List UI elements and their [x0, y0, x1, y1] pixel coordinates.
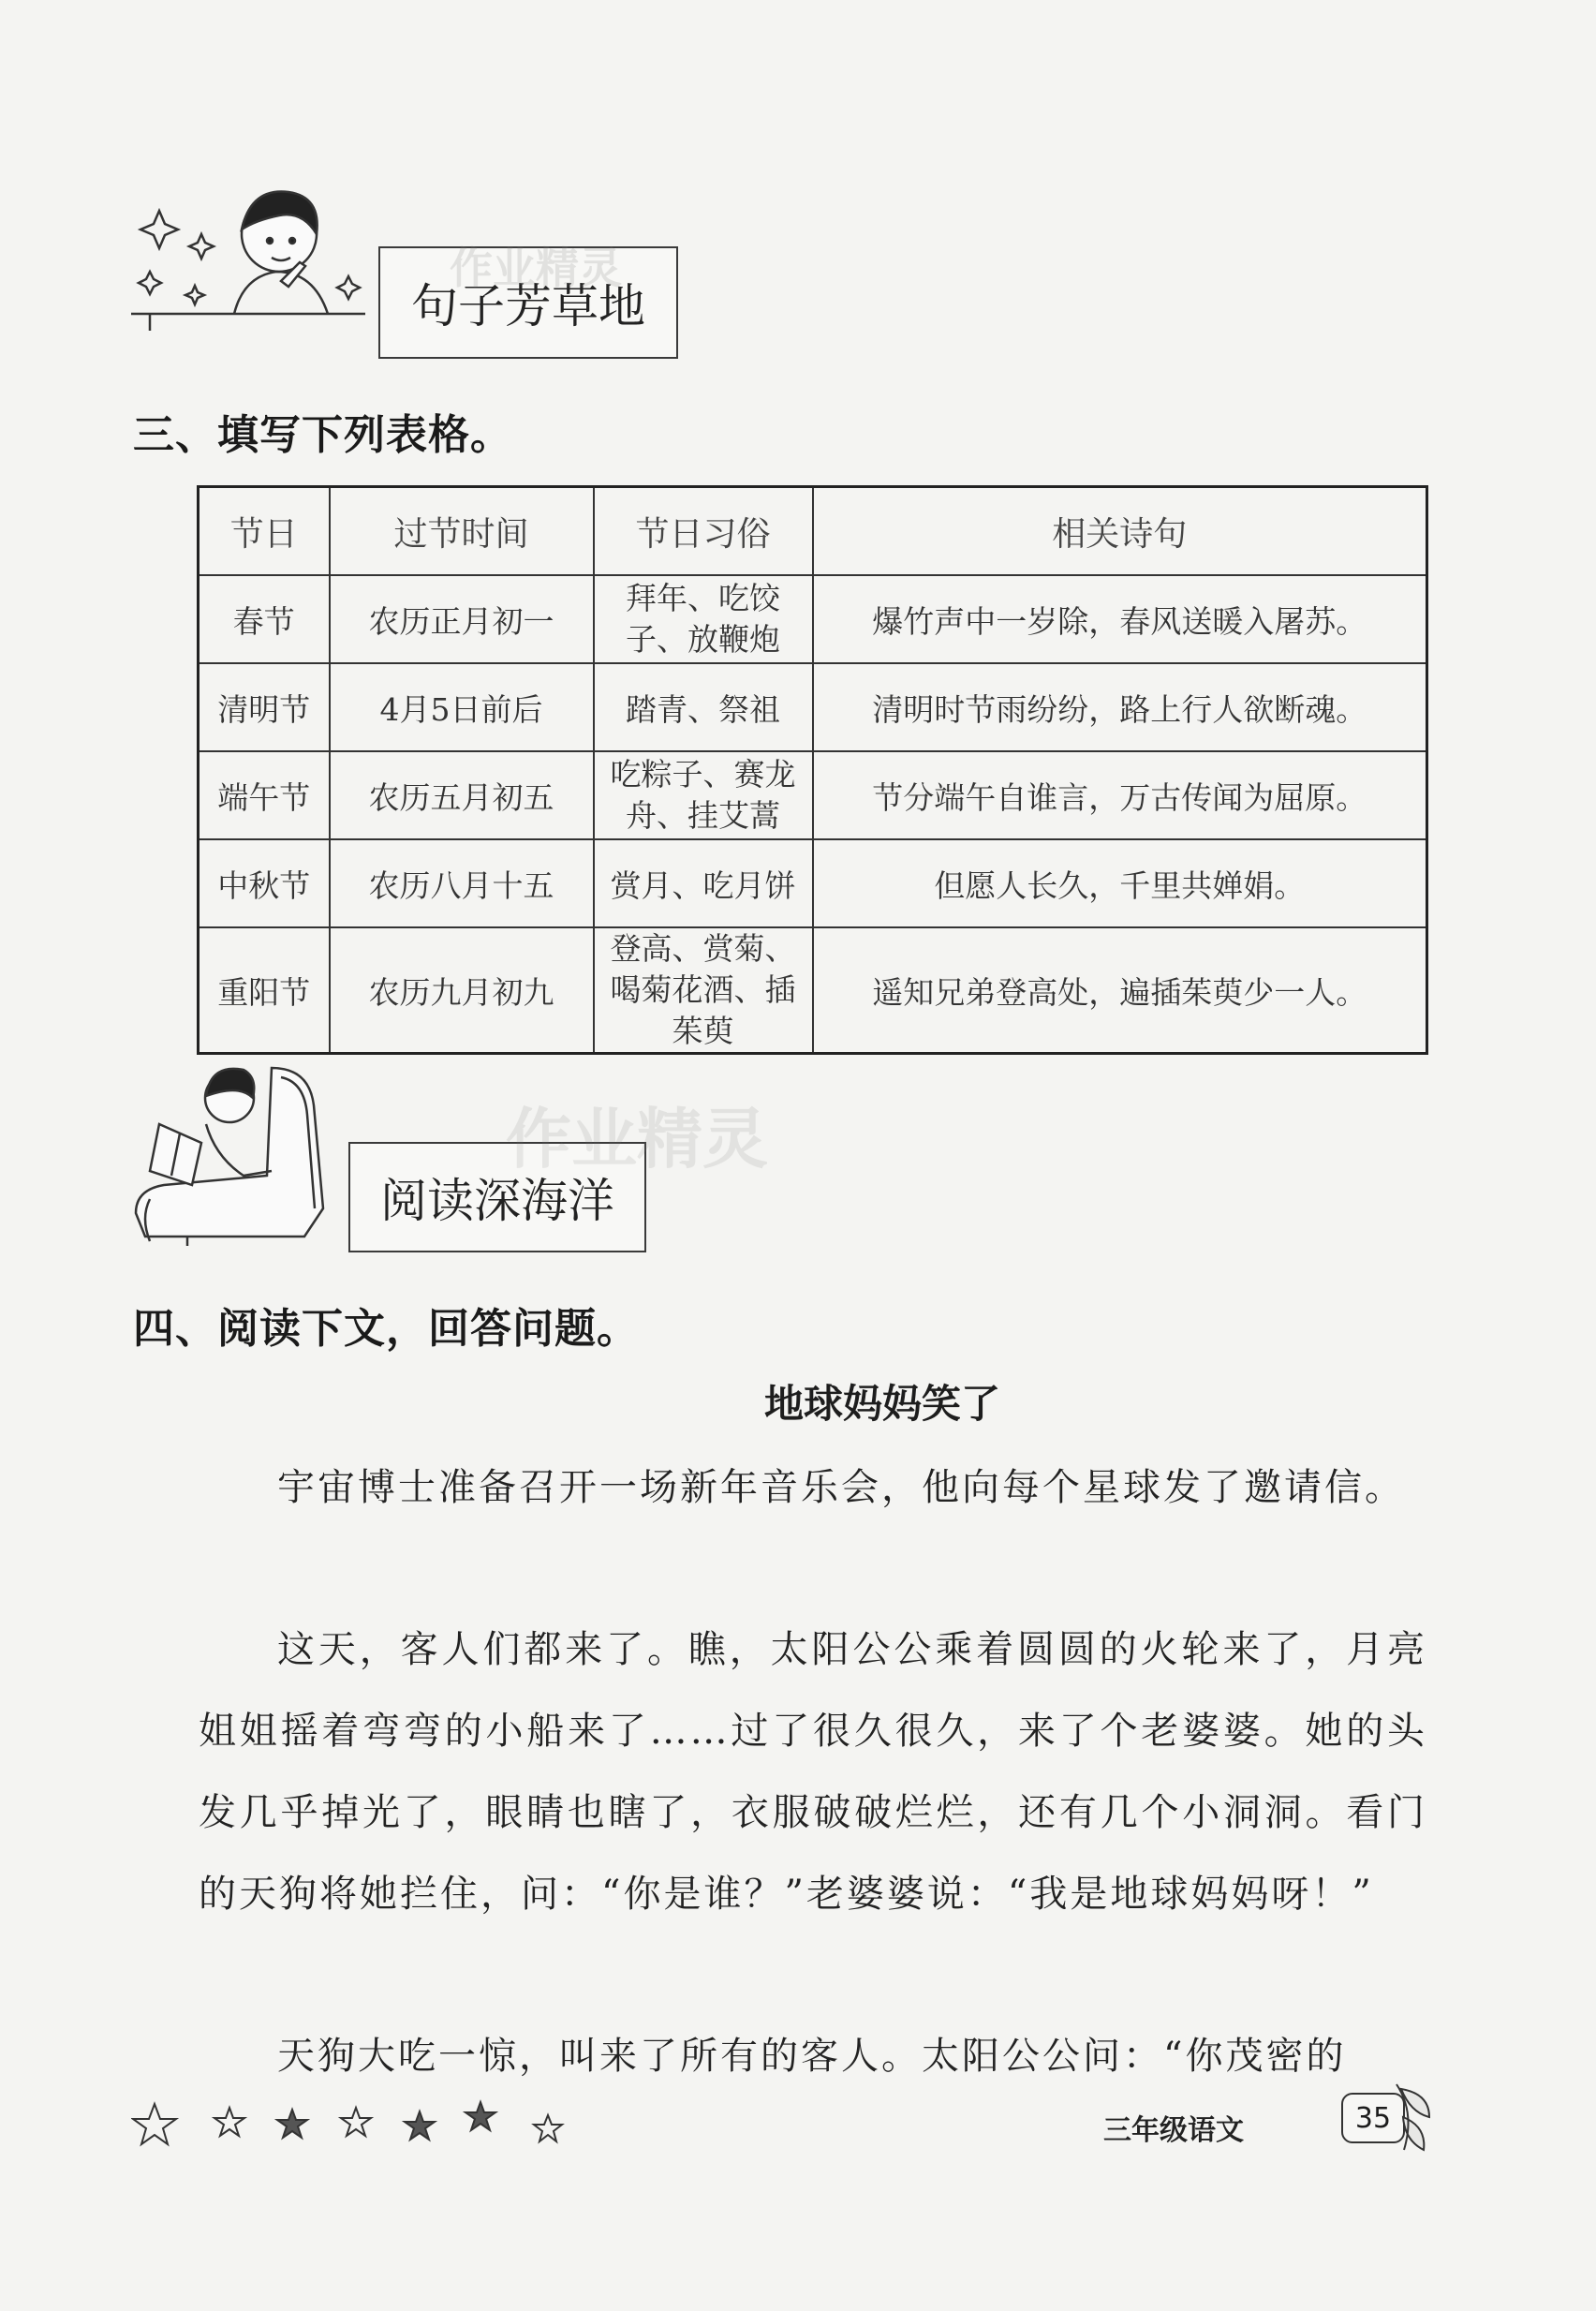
cell-festival: 清明节: [199, 663, 330, 751]
cell-festival: 端午节: [199, 751, 330, 839]
cell-custom: 拜年、吃饺子、放鞭炮: [594, 575, 813, 663]
leaf-icon: [1392, 2080, 1439, 2155]
cell-time: 农历正月初一: [330, 575, 594, 663]
header-time: 过节时间: [330, 487, 594, 576]
star-icon: [341, 2108, 371, 2136]
header-poem: 相关诗句: [813, 487, 1427, 576]
festival-table: [197, 485, 1428, 1055]
cell-time: 农历九月初九: [330, 927, 594, 1054]
cell-custom: 赏月、吃月饼: [594, 839, 813, 927]
passage-paragraph-2: 这天，客人们都来了。瞧，太阳公公乘着圆圆的火轮来了，月亮姐姐摇着弯弯的小船来了……过了很久很久，来了个老婆婆。她的头发几乎掉光了，眼睛也瞎了，衣服破破烂烂，还有几个小洞洞。看门的天狗将她拦住，问：“你是谁？”老婆婆说：“我是地球妈妈呀！”: [199, 1628, 1427, 1916]
banner-text: 句子芳草地: [411, 279, 645, 333]
cell-festival: 春节: [199, 575, 330, 663]
question-4-heading: 四、阅读下文，回答问题。: [133, 1305, 639, 1353]
header-custom: 节日习俗: [594, 487, 813, 576]
cell-poem: 但愿人长久，千里共婵娟。: [813, 839, 1427, 927]
reading-boy-illustration: [131, 1059, 356, 1246]
watermark: 作业精灵: [450, 243, 622, 293]
cell-custom: 踏青、祭祖: [594, 663, 813, 751]
question-3-heading: 三、填写下列表格。: [133, 411, 512, 459]
cell-custom: 登高、赏菊、喝菊花酒、插茱萸: [594, 927, 813, 1054]
table-row: [199, 751, 1427, 839]
passage-paragraph-1: 宇宙博士准备召开一场新年音乐会，他向每个星球发了邀请信。: [277, 1466, 1405, 1509]
table-row: [199, 839, 1427, 927]
table-header-row: [199, 487, 1427, 576]
grade-subject-label: 三年级语文: [1103, 2114, 1244, 2147]
cell-poem: 节分端午自谁言，万古传闻为屈原。: [813, 751, 1427, 839]
page-number-text: 35: [1354, 2101, 1392, 2135]
table-row: [199, 663, 1427, 751]
table-row: [199, 927, 1427, 1054]
star-icon: [534, 2115, 562, 2141]
watermark: 作业精灵: [506, 1101, 768, 1178]
passage-title: 地球妈妈笑了: [763, 1381, 1000, 1427]
cell-custom: 吃粽子、赛龙舟、挂艾蒿: [594, 751, 813, 839]
passage-paragraph-3: 天狗大吃一惊，叫来了所有的客人。太阳公公问：“你茂密的: [277, 2035, 1347, 2078]
cell-poem: 清明时节雨纷纷，路上行人欲断魂。: [813, 663, 1427, 751]
cell-festival: 重阳节: [199, 927, 330, 1054]
cell-time: 农历五月初五: [330, 751, 594, 839]
star-icon: [214, 2108, 244, 2136]
cell-festival: 中秋节: [199, 839, 330, 927]
thinking-boy-illustration: [131, 183, 375, 333]
header-festival: 节日: [199, 487, 330, 576]
cell-poem: 爆竹声中一岁除，春风送暖入屠苏。: [813, 575, 1427, 663]
table-row: [199, 575, 1427, 663]
banner-text: 阅读深海洋: [380, 1174, 614, 1228]
cell-time: 4月5日前后: [330, 663, 594, 751]
star-icon: [405, 2111, 435, 2140]
cell-poem: 遥知兄弟登高处，遍插茱萸少一人。: [813, 927, 1427, 1054]
footer-stars-decoration: [131, 2096, 581, 2153]
star-icon: [466, 2102, 495, 2130]
star-icon: [133, 2104, 176, 2144]
cell-time: 农历八月十五: [330, 839, 594, 927]
star-icon: [277, 2110, 307, 2138]
